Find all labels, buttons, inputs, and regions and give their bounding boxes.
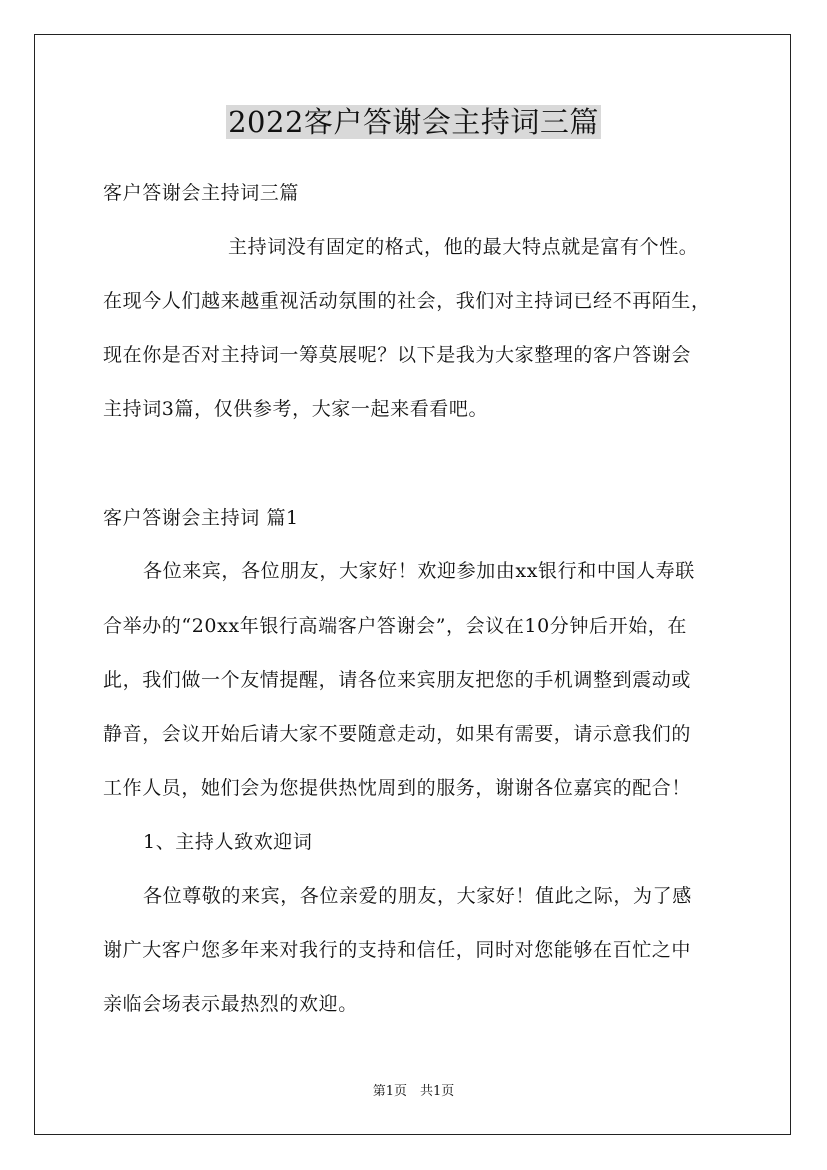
page-footer bbox=[0, 1083, 827, 1101]
paragraph-line: 合举办的“20xx年银行高端客户答谢会”，会议在10分钟后开始，在 bbox=[103, 615, 688, 637]
intro-line: 主持词3篇，仅供参考，大家一起来看看吧。 bbox=[103, 398, 489, 420]
paragraph-line: 各位尊敬的来宾，各位亲爱的朋友，大家好！值此之际，为了感 bbox=[143, 885, 692, 907]
paragraph-line: 各位来宾，各位朋友，大家好！欢迎参加由xx银行和中国人寿联 bbox=[143, 560, 695, 582]
paragraph-line: 静音，会议开始后请大家不要随意走动，如果有需要，请示意我们的 bbox=[103, 723, 692, 745]
intro-line: 在现今人们越来越重视活动氛围的社会，我们对主持词已经不再陌生， bbox=[103, 290, 711, 312]
paragraph-line: 工作人员，她们会为您提供热忱周到的服务，谢谢各位嘉宾的配合！ bbox=[103, 777, 692, 799]
list-item-heading: 1、主持人致欢迎词 bbox=[143, 831, 313, 853]
intro-line: 主持词没有固定的格式，他的最大特点就是富有个性。 bbox=[228, 236, 699, 258]
document-title: 2022客户答谢会主持词三篇 bbox=[228, 105, 599, 139]
paragraph-line: 此，我们做一个友情提醒，请各位来宾朋友把您的手机调整到震动或 bbox=[103, 669, 692, 691]
section-heading: 客户答谢会主持词 篇1 bbox=[103, 507, 299, 529]
page-number: 第1页 共1页 bbox=[372, 1084, 455, 1099]
document-title-container bbox=[0, 100, 827, 144]
intro-line: 现在你是否对主持词一筹莫展呢？以下是我为大家整理的客户答谢会 bbox=[103, 344, 692, 366]
paragraph-line: 谢广大客户您多年来对我行的支持和信任，同时对您能够在百忙之中 bbox=[103, 939, 692, 961]
document-subtitle: 客户答谢会主持词三篇 bbox=[103, 182, 300, 204]
paragraph-line: 亲临会场表示最热烈的欢迎。 bbox=[103, 993, 358, 1015]
